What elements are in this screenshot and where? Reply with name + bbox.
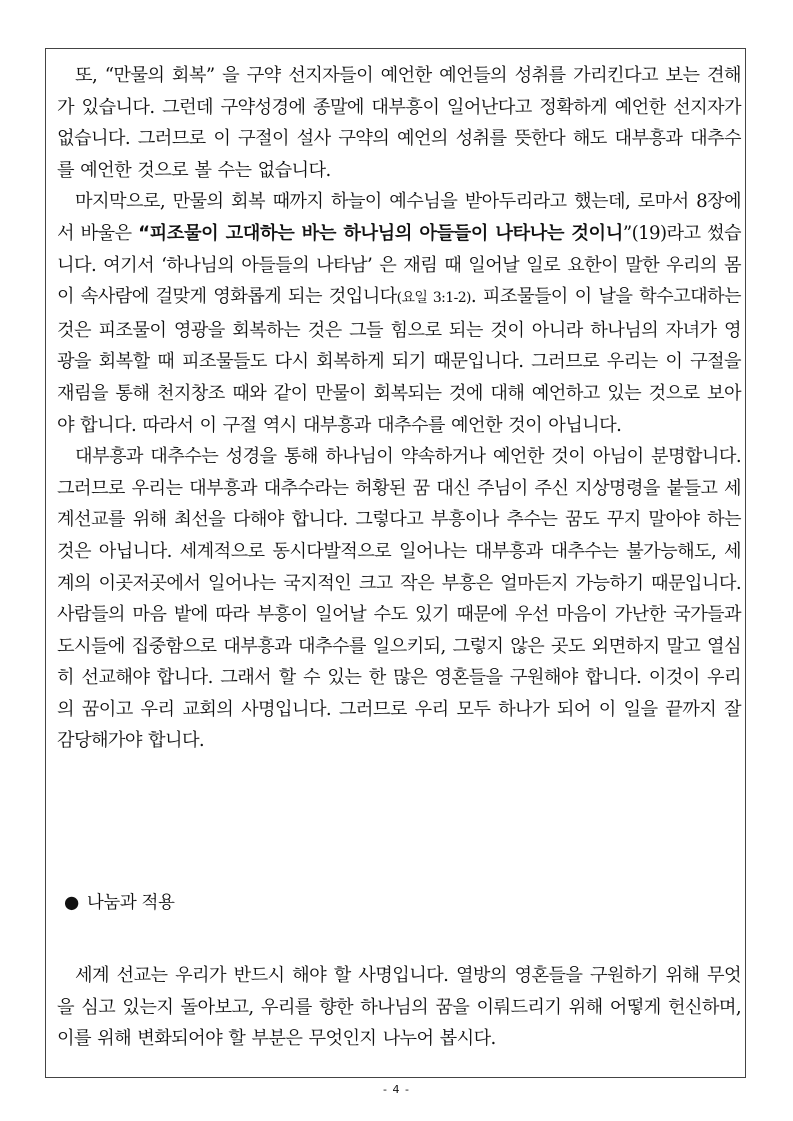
paragraph-conclusion: 대부흥과 대추수는 성경을 통해 하나님이 약속하거나 예언한 것이 아님이 분명합니다. 그러므로 우리는 대부흥과 대추수라는 허황된 꿈 대신 주님이 주신 지상명령을 붙들고 세계선교를 위해 최선을 다해야 합니다. 그렇다고 부흥이나 추수는 꿈도 꾸지 말아야 하는 것은 아닙니다. 세계적으로 동시다발적으로 일어나는 대부흥과 대추수는 불가능해도, 세계의 이곳저곳에서 일어나는 국지적인 크고 작은 부흥은 얼마든지 가능하기 때문입니다. 사람들의 마음 밭에 따라 부흥이 일어날 수도 있기 때문에 우선 마음이 가난한 국가들과 도시들에 집중함으로 대부흥과 대추수를 일으키되, 그렇지 않은 곳도 외면하지 말고 열심히 선교해야 합니다. 그래서 할 수 있는 한 많은 영혼들을 구원해야 합니다. 이것이 우리의 꿈이고 우리 교회의 사명입니다. 그러므로 우리 모두 하나가 되어 이 일을 끝까지 잘 감당해가야 합니다. [57,446,741,752]
section-title: 나눔과 적용 [86,893,175,913]
page-number: - 4 - [383,1083,410,1096]
bullet-icon: ● [64,893,79,913]
bold-quote: “피조물이 고대하는 바는 하나님의 아들들이 나타나는 것이니 [138,222,623,244]
paragraph-text: 마지막으로, 만물의 회복 때까지 하늘이 예수님을 받아두리라고 했는데, 로마서 8장에서 바울은 [57,191,741,244]
application-text [57,960,741,1055]
paragraph-text: ”(19)라고 썼습니다. 여기서 ‘하나님의 아들들의 나타남’ 은 재림 때 일어날 일로 요한이 말한 우리의 몸이 속사람에 걸맞게 영화롭게 되는 것입니다 [57,222,741,308]
paragraph-application: 세계 선교는 우리가 반드시 해야 할 사명입니다. 열방의 영혼들을 구원하기 위해 무엇을 심고 있는지 돌아보고, 우리를 향한 하나님의 꿈을 이뤄드리기 위해 어떻게 헌신하며, 이를 위해 변화되어야 할 부분은 무엇인지 나누어 봅시다. [57,965,741,1050]
main-body [57,60,741,757]
scripture-reference: (요일 3:1-2) [396,290,471,307]
paragraph-restoration-view: 또, “만물의 회복” 을 구약 선지자들이 예언한 예언들의 성취를 가리킨다고 보는 견해가 있습니다. 그런데 구약성경에 종말에 대부흥이 일어난다고 정확하게 예언한 선지자가 없습니다. 그러므로 이 구절이 설사 구약의 예언의 성취를 뜻한다 해도 대부흥과 대추수를 예언한 것으로 볼 수는 없습니다. [57,65,741,181]
paragraph-text: . 피조물들이 이 날을 학수고대하는 것은 피조물이 영광을 회복하는 것은 그들 힘으로 되는 것이 아니라 하나님의 자녀가 영광을 회복할 때 피조물들도 다시 회복하게 되기 때문입니다. 그러므로 우리는 이 구절을 재림을 통해 천지창조 때와 같이 만물이 회복되는 것에 대해 예언하고 있는 것으로 보아야 합니다. 따라서 이 구절 역시 대부흥과 대추수를 예언한 것이 아닙니다. [57,286,741,436]
section-heading [64,889,175,914]
paragraph-romans-8 [57,186,741,441]
